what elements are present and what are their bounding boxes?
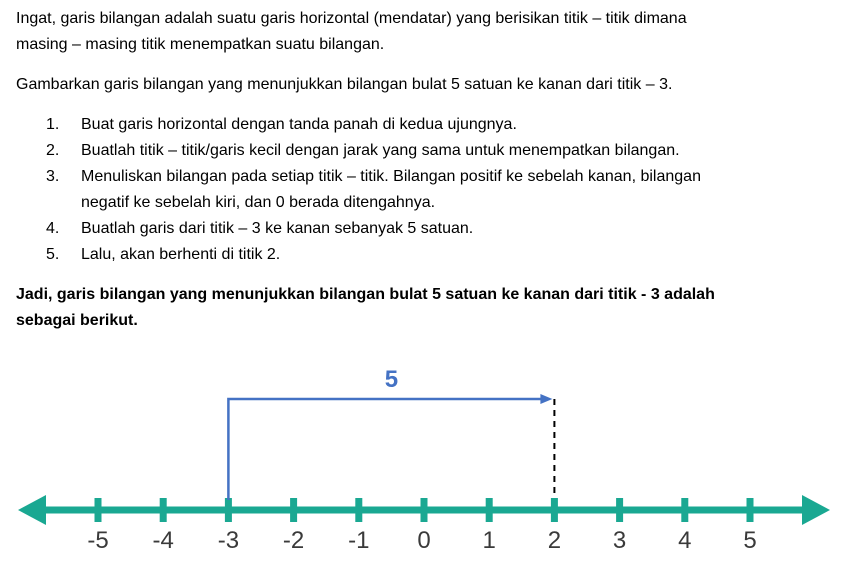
step-number: 4.	[46, 220, 60, 237]
conclusion-paragraph	[16, 282, 816, 334]
jump-arrow-line	[228, 399, 542, 500]
list-item	[46, 112, 806, 138]
tick-mark	[421, 498, 428, 522]
list-item	[46, 138, 806, 164]
jump-length-label: 5	[384, 366, 399, 393]
tick-mark	[95, 498, 102, 522]
tick-mark	[160, 498, 167, 522]
step-text: Lalu, akan berhenti di titik 2.	[81, 246, 281, 263]
step-text: Menuliskan bilangan pada setiap titik – titik. Bilangan positif ke sebelah kanan, bilangan	[81, 168, 701, 185]
step-text: Buatlah titik – titik/garis kecil dengan jarak yang sama untuk menempatkan bilangan.	[81, 142, 680, 159]
tick-label: -3	[217, 527, 240, 554]
tick-mark	[551, 498, 558, 522]
tick-mark	[681, 498, 688, 522]
tick-mark	[616, 498, 623, 522]
jump-arrowhead-icon	[540, 394, 552, 404]
list-item	[46, 242, 806, 268]
step-number: 1.	[46, 116, 60, 133]
right-arrow-icon	[802, 495, 830, 525]
intro-line-2: masing – masing titik menempatkan suatu bilangan.	[16, 36, 385, 53]
tick-mark	[355, 498, 362, 522]
list-item	[46, 164, 806, 216]
list-item	[46, 216, 806, 242]
step-number: 3.	[46, 168, 60, 185]
tick-label: -5	[87, 527, 109, 554]
tick-label: 4	[678, 527, 692, 554]
step-text: Buat garis horizontal dengan tanda panah di kedua ujungnya.	[81, 116, 517, 133]
left-arrow-icon	[18, 495, 46, 525]
conclusion-line-1: Jadi, garis bilangan yang menunjukkan bilangan bulat 5 satuan ke kanan dari titik - 3 adalah	[16, 286, 715, 303]
step-number: 2.	[46, 142, 60, 159]
tick-label: -4	[152, 527, 174, 554]
intro-paragraph	[16, 6, 816, 58]
number-line-figure	[0, 355, 844, 583]
tick-mark	[486, 498, 493, 522]
tick-label: 0	[417, 527, 431, 554]
intro-line-1: Ingat, garis bilangan adalah suatu garis horizontal (mendatar) yang berisikan titik – titik dimana	[16, 10, 687, 27]
tick-label: -2	[282, 527, 305, 554]
question-paragraph: Gambarkan garis bilangan yang menunjukkan bilangan bulat 5 satuan ke kanan dari titik – 3.	[16, 76, 673, 93]
tick-label: 1	[482, 527, 496, 554]
step-text-continued: negatif ke sebelah kiri, dan 0 berada ditengahnya.	[81, 194, 436, 211]
tick-label: 5	[743, 527, 757, 554]
step-text: Buatlah garis dari titik – 3 ke kanan sebanyak 5 satuan.	[81, 220, 474, 237]
tick-mark	[747, 498, 754, 522]
step-number: 5.	[46, 246, 60, 263]
tick-mark	[225, 498, 232, 522]
tick-label: -1	[348, 527, 370, 554]
steps-list	[46, 112, 806, 268]
conclusion-line-2: sebagai berikut.	[16, 312, 138, 329]
tick-mark	[290, 498, 297, 522]
tick-label: 3	[612, 527, 627, 554]
tick-labels	[87, 527, 756, 554]
tick-label: 2	[547, 527, 562, 554]
